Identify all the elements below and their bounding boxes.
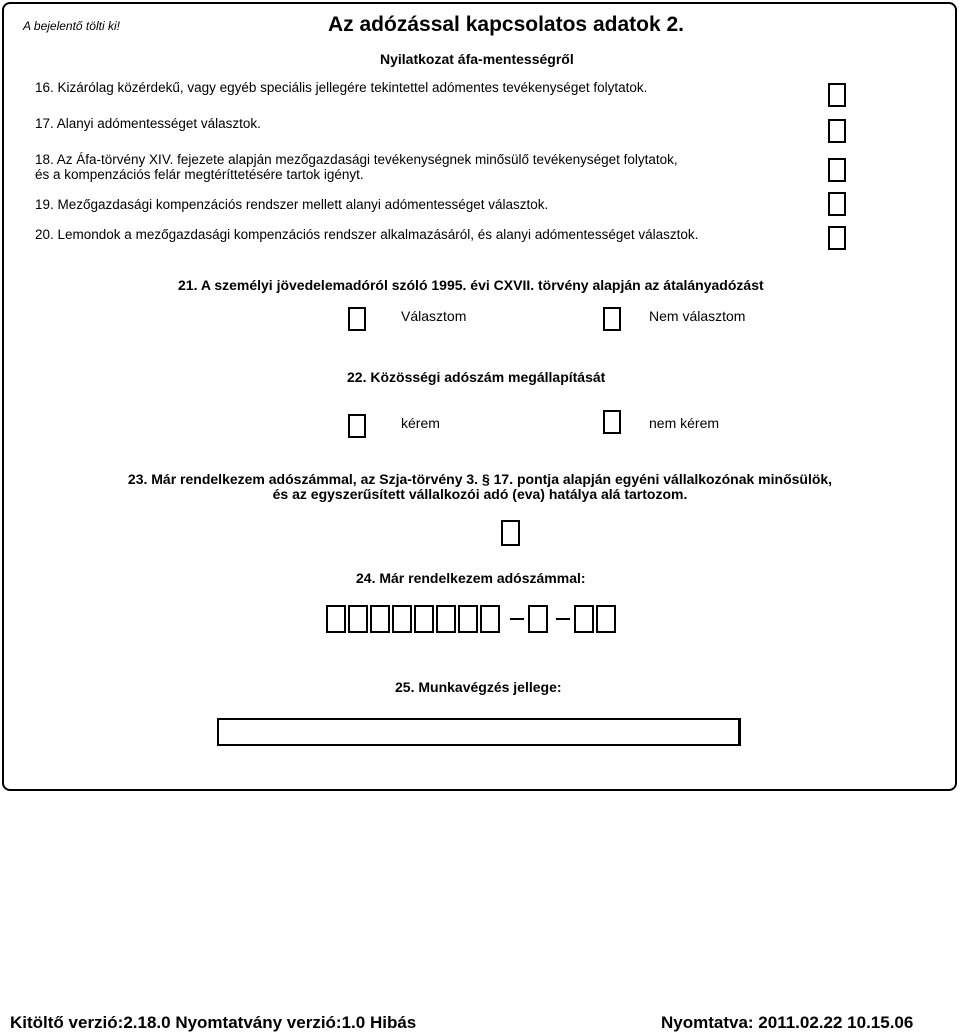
page-title: Az adózással kapcsolatos adatok 2.: [328, 13, 684, 36]
work-type-field[interactable]: [217, 718, 741, 746]
tax-number-digit[interactable]: [392, 605, 412, 633]
tax-number-county-digit[interactable]: [596, 605, 616, 633]
item-20-label: 20. Lemondok a mezőgazdasági kompenzációs rendszer alkalmazásáról, és alanyi adómentességet választok.: [35, 227, 699, 242]
q23-heading-line2: és az egyszerűsített vállalkozói adó (eva) hatálya alá tartozom.: [272, 486, 688, 502]
item-18-checkbox[interactable]: [828, 158, 846, 182]
q24-heading: 24. Már rendelkezem adószámmal:: [356, 570, 586, 586]
tax-number-digit[interactable]: [326, 605, 346, 633]
tax-number-digit[interactable]: [436, 605, 456, 633]
item-19-label: 19. Mezőgazdasági kompenzációs rendszer mellett alanyi adómentességet választok.: [35, 197, 549, 212]
tax-number-separator: [510, 618, 524, 620]
item-17-label: 17. Alanyi adómentességet választok.: [35, 116, 261, 131]
item-17-checkbox[interactable]: [828, 119, 846, 143]
q25-heading: 25. Munkavégzés jellege:: [395, 679, 562, 695]
q22-not-request-label: nem kérem: [649, 415, 720, 431]
tax-number-digit[interactable]: [414, 605, 434, 633]
q21-choose-label: Választom: [401, 308, 467, 324]
q22-request-checkbox[interactable]: [348, 414, 366, 438]
footer-version-info: Kitöltő verzió:2.18.0 Nyomtatvány verzió:1.0 Hibás: [10, 1013, 417, 1032]
tax-number-vat-code-digit[interactable]: [528, 605, 548, 633]
tax-number-digit[interactable]: [458, 605, 478, 633]
tax-number-digit[interactable]: [480, 605, 500, 633]
tax-number-separator: [556, 618, 570, 620]
item-20-checkbox[interactable]: [828, 226, 846, 250]
item-18-label-line2: és a kompenzációs felár megtéríttetésére tartok igényt.: [35, 167, 364, 182]
q22-heading: 22. Közösségi adószám megállapítását: [347, 369, 606, 385]
q21-not-choose-checkbox[interactable]: [603, 307, 621, 331]
q22-not-request-checkbox[interactable]: [603, 410, 621, 434]
item-19-checkbox[interactable]: [828, 192, 846, 216]
tax-number-digit[interactable]: [348, 605, 368, 633]
q21-heading: 21. A személyi jövedelemadóról szóló 1995. évi CXVII. törvény alapján az átalányadózást: [178, 277, 764, 293]
q22-request-label: kérem: [401, 415, 440, 431]
q21-choose-checkbox[interactable]: [348, 307, 366, 331]
tax-number-digit[interactable]: [370, 605, 390, 633]
filler-note: A bejelentő tölti ki!: [23, 19, 120, 33]
q23-heading-line1: 23. Már rendelkezem adószámmal, az Szja-törvény 3. § 17. pontja alapján egyéni vállalkozónak minősülök,: [127, 471, 833, 487]
q21-not-choose-label: Nem választom: [649, 308, 746, 324]
section-subtitle: Nyilatkozat áfa-mentességről: [380, 51, 574, 67]
q23-checkbox[interactable]: [501, 520, 520, 546]
item-16-checkbox[interactable]: [828, 83, 846, 107]
footer-print-timestamp: Nyomtatva: 2011.02.22 10.15.06: [661, 1013, 914, 1032]
item-18-label-line1: 18. Az Áfa-törvény XIV. fejezete alapján mezőgazdasági tevékenységnek minősülő tevékenységet folytatok,: [35, 152, 678, 167]
item-16-label: 16. Kizárólag közérdekű, vagy egyéb speciális jellegére tekintettel adómentes tevékenységet folytatok.: [35, 80, 648, 95]
tax-number-county-digit[interactable]: [574, 605, 594, 633]
